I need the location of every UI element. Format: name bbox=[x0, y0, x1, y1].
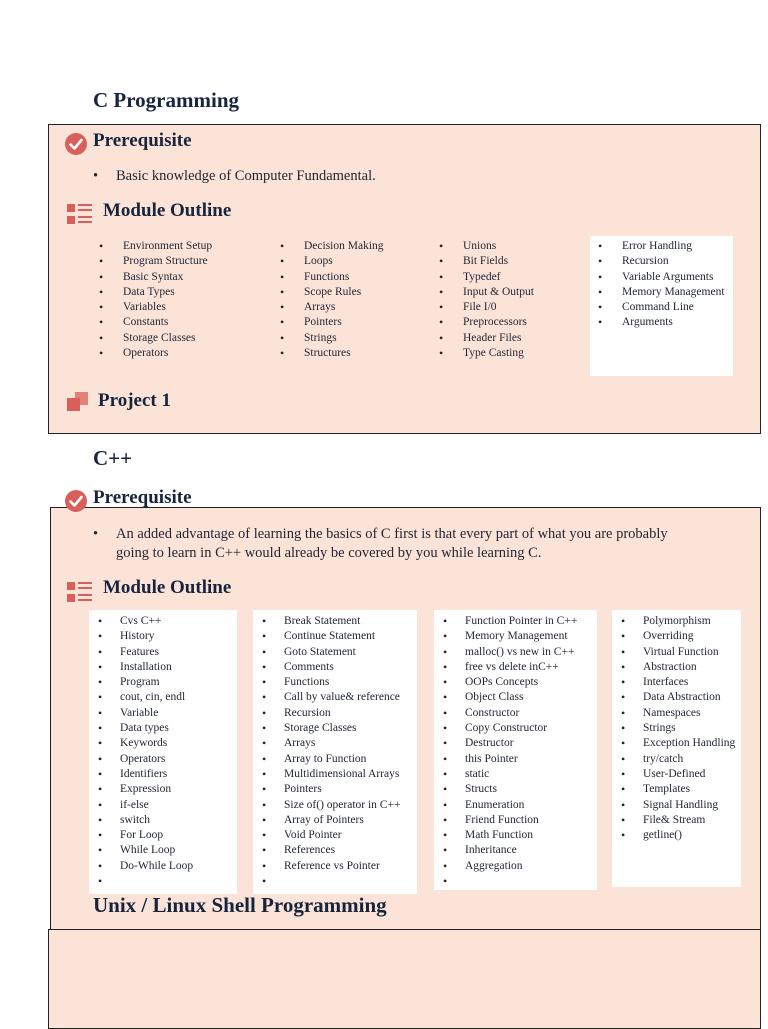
list-item: • Data types bbox=[98, 721, 236, 736]
list-item: • Input & Output bbox=[439, 285, 589, 300]
list-item: • Installation bbox=[98, 660, 236, 675]
list-item: • Unions bbox=[439, 239, 589, 254]
list-item: • Variable Arguments bbox=[598, 270, 730, 285]
list-item: • Constructor bbox=[443, 706, 598, 721]
list-item: • Pointers bbox=[280, 315, 430, 330]
cpp-module-outline-heading: Module Outline bbox=[103, 577, 232, 598]
list-item: • For Loop bbox=[98, 828, 236, 843]
list-item: • Identifiers bbox=[98, 767, 236, 782]
list-item: • Loops bbox=[280, 254, 430, 269]
list-item: • Command Line bbox=[598, 300, 730, 315]
list-item: • Strings bbox=[621, 721, 739, 736]
list-item: • Overriding bbox=[621, 629, 739, 644]
c-programming-title: C Programming bbox=[93, 88, 240, 112]
list-item: • User-Defined bbox=[621, 767, 739, 782]
list-item: • Keywords bbox=[98, 736, 236, 751]
list-item: • try/catch bbox=[621, 752, 739, 767]
list-item bbox=[98, 874, 236, 889]
c-module-outline-heading: Module Outline bbox=[103, 200, 232, 221]
list-item bbox=[443, 874, 598, 889]
cpp-module-column-1 bbox=[98, 614, 236, 889]
list-item: • Arrays bbox=[262, 736, 417, 751]
list-item: • Program Structure bbox=[99, 254, 279, 269]
list-item: • Memory Management bbox=[598, 285, 730, 300]
list-item: • Constants bbox=[99, 315, 279, 330]
list-item: • Friend Function bbox=[443, 813, 598, 828]
unix-shell-title: Unix / Linux Shell Programming bbox=[93, 893, 387, 917]
list-item: • Header Files bbox=[439, 331, 589, 346]
list-item: • Call by value& reference bbox=[262, 690, 417, 705]
list-item bbox=[262, 874, 417, 889]
list-item: • Goto Statement bbox=[262, 645, 417, 660]
list-item: • Typedef bbox=[439, 270, 589, 285]
list-item: • Expression bbox=[98, 782, 236, 797]
list-item: • Reference vs Pointer bbox=[262, 859, 417, 874]
c-module-column-1 bbox=[99, 239, 279, 361]
list-item: • Structs bbox=[443, 782, 598, 797]
list-item: • Inheritance bbox=[443, 843, 598, 858]
list-item: • Break Statement bbox=[262, 614, 417, 629]
cpp-module-column-3 bbox=[443, 614, 598, 889]
list-item: • Data Abstraction bbox=[621, 690, 739, 705]
list-item: • Variables bbox=[99, 300, 279, 315]
checkmark-circle-icon bbox=[64, 489, 88, 513]
list-item: • Destructor bbox=[443, 736, 598, 751]
list-item: • Operators bbox=[99, 346, 279, 361]
list-outline-icon bbox=[67, 581, 93, 603]
list-item: • Arrays bbox=[280, 300, 430, 315]
list-item: • Scope Rules bbox=[280, 285, 430, 300]
list-item: • Functions bbox=[262, 675, 417, 690]
list-item: • References bbox=[262, 843, 417, 858]
list-item: • Namespaces bbox=[621, 706, 739, 721]
list-item: • if-else bbox=[98, 798, 236, 813]
list-item: • Type Casting bbox=[439, 346, 589, 361]
list-item: • OOPs Concepts bbox=[443, 675, 598, 690]
list-item: • File& Stream bbox=[621, 813, 739, 828]
list-item: • Virtual Function bbox=[621, 645, 739, 660]
list-item: • Size of() operator in C++ bbox=[262, 798, 417, 813]
c-prerequisite-heading: Prerequisite bbox=[93, 130, 192, 151]
list-item: • this Pointer bbox=[443, 752, 598, 767]
list-item: • Cvs C++ bbox=[98, 614, 236, 629]
list-item: • Structures bbox=[280, 346, 430, 361]
list-item: • File I/0 bbox=[439, 300, 589, 315]
list-item: • Memory Management bbox=[443, 629, 598, 644]
cpp-module-column-4 bbox=[621, 614, 739, 843]
project-blocks-icon bbox=[67, 392, 89, 412]
c-module-column-3 bbox=[439, 239, 589, 361]
cpp-title: C++ bbox=[93, 446, 133, 470]
list-item: • Pointers bbox=[262, 782, 417, 797]
list-item: • Enumeration bbox=[443, 798, 598, 813]
list-item: • Array to Function bbox=[262, 752, 417, 767]
list-item: • Object Class bbox=[443, 690, 598, 705]
list-item: • Copy Constructor bbox=[443, 721, 598, 736]
list-item: • Array of Pointers bbox=[262, 813, 417, 828]
list-item: • Decision Making bbox=[280, 239, 430, 254]
list-item: • Exception Handling bbox=[621, 736, 739, 751]
list-item: • Signal Handling bbox=[621, 798, 739, 813]
list-item: • Abstraction bbox=[621, 660, 739, 675]
list-item: • Multidimensional Arrays bbox=[262, 767, 417, 782]
list-item: • Arguments bbox=[598, 315, 730, 330]
list-item: • getline() bbox=[621, 828, 739, 843]
list-outline-icon bbox=[67, 203, 93, 225]
list-item: • Comments bbox=[262, 660, 417, 675]
list-item: • Templates bbox=[621, 782, 739, 797]
list-item: • Features bbox=[98, 645, 236, 660]
list-item: • While Loop bbox=[98, 843, 236, 858]
list-item: • Error Handling bbox=[598, 239, 730, 254]
list-item: • malloc() vs new in C++ bbox=[443, 645, 598, 660]
list-item: • Continue Statement bbox=[262, 629, 417, 644]
list-item: • Void Pointer bbox=[262, 828, 417, 843]
list-item: • Operators bbox=[98, 752, 236, 767]
list-item: • Strings bbox=[280, 331, 430, 346]
c-project-heading: Project 1 bbox=[98, 390, 171, 411]
checkmark-circle-icon bbox=[64, 132, 88, 156]
list-item: • Bit Fields bbox=[439, 254, 589, 269]
unix-shell-panel bbox=[48, 929, 761, 1029]
list-item: • Preprocessors bbox=[439, 315, 589, 330]
c-module-column-4 bbox=[598, 239, 730, 331]
c-module-column-2 bbox=[280, 239, 430, 361]
list-item: • Environment Setup bbox=[99, 239, 279, 254]
list-item: • switch bbox=[98, 813, 236, 828]
list-item: • Recursion bbox=[598, 254, 730, 269]
list-item: • History bbox=[98, 629, 236, 644]
list-item: • Basic Syntax bbox=[99, 270, 279, 285]
list-item: • Math Function bbox=[443, 828, 598, 843]
list-item: • Function Pointer in C++ bbox=[443, 614, 598, 629]
list-item: • Variable bbox=[98, 706, 236, 721]
cpp-prerequisite-heading: Prerequisite bbox=[93, 487, 192, 508]
cpp-prerequisite-item: • An added advantage of learning the basics of C first is that every part of what you are probably going to learn in C++ would already be covered by you while learning C. bbox=[93, 526, 668, 561]
list-item: • Aggregation bbox=[443, 859, 598, 874]
list-item: • Do-While Loop bbox=[98, 859, 236, 874]
list-item: • Interfaces bbox=[621, 675, 739, 690]
list-item: • Data Types bbox=[99, 285, 279, 300]
list-item: • Program bbox=[98, 675, 236, 690]
cpp-module-column-2 bbox=[262, 614, 417, 889]
list-item: • Functions bbox=[280, 270, 430, 285]
list-item: • static bbox=[443, 767, 598, 782]
list-item: • cout, cin, endl bbox=[98, 690, 236, 705]
list-item: • Storage Classes bbox=[262, 721, 417, 736]
list-item: • Polymorphism bbox=[621, 614, 739, 629]
list-item: • free vs delete inC++ bbox=[443, 660, 598, 675]
list-item: • Storage Classes bbox=[99, 331, 279, 346]
c-prerequisite-item: • Basic knowledge of Computer Fundamental. bbox=[93, 168, 376, 184]
list-item: • Recursion bbox=[262, 706, 417, 721]
